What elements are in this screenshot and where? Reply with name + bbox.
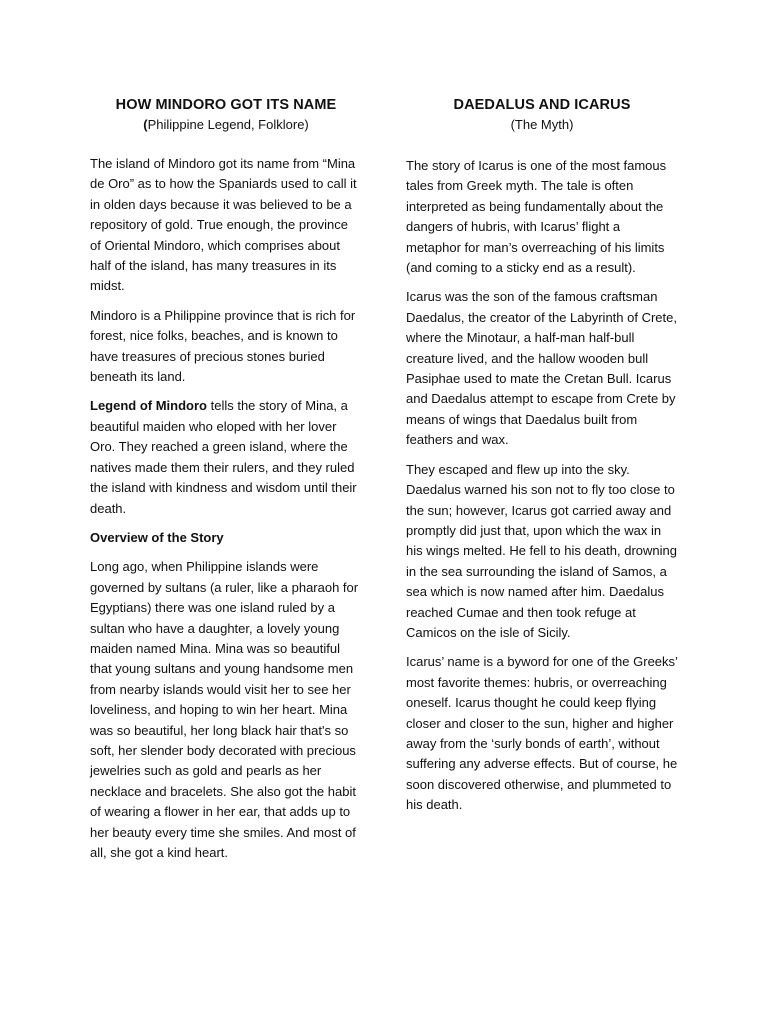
left-paragraph-3-text: tells the story of Mina, a beautiful maiden who eloped with her lover Oro. They reached a green island, where the natives made them their rulers, and they ruled the island with kindness and wisdom until their death. — [90, 398, 357, 516]
right-paragraph-4: Icarus’ name is a byword for one of the Greeks’ most favorite themes: hubris, or overreaching oneself. Icarus thought he could keep flying closer and closer to the sun, higher and higher away from the ‘surly bonds of earth’, without suffering any adverse effects. But of course, he soon discovered otherwise, and plummeted to his death. — [406, 654, 678, 813]
left-paragraph-4: Long ago, when Philippine islands were governed by sultans (a ruler, like a pharaoh for Egyptians) there was one island ruled by a sultan who have a daughter, a lovely young maiden named Mina. Mina was so beautiful that young sultans and young handsome men from nearby islands would visit her to see her loveliness, and hoping to win her heart. Mina was so beautiful, her long black hair that's so soft, her slender body decorated with precious jewelries such as gold and pearls as her necklace and bracelets. She also got the habit of wearing a flower in her ear, that adds up to her beauty every time she smiles. And most of all, she got a kind heart. — [90, 559, 359, 860]
left-subtitle-open-paren: ( — [143, 117, 148, 132]
legend-of-mindoro-lead: Legend of Mindoro — [90, 398, 207, 414]
right-paragraph-3: They escaped and flew up into the sky. Daedalus warned his son not to fly too close to the sun; however, Icarus got carried away and promptly did just that, upon which the wax in his wings melted. He fell to his death, drowning in the sea surrounding the island of Samos, a sea which is now named after him. Daedalus reached Cumae and then took refuge at Camicos on the isle of Sicily. — [406, 461, 677, 640]
right-column-icarus — [406, 96, 678, 816]
left-paragraph-2: Mindoro is a Philippine province that is rich for forest, nice folks, beaches, and is known to have treasures of precious stones buried beneath its land. — [90, 307, 356, 385]
left-paragraph-1: The island of Mindoro got its name from “Mina de Oro” as to how the Spaniards used to call it in olden days because it was believed to be a repository of gold. True enough, the province of Oriental Mindoro, which comprises about half of the island, has many treasures in its midst. — [90, 156, 357, 294]
left-subtitle-text: Philippine Legend, Folklore) — [147, 117, 309, 132]
right-title: DAEDALUS AND ICARUS — [453, 97, 631, 113]
right-subtitle: (The Myth) — [510, 117, 574, 132]
left-column-mindoro — [90, 96, 362, 863]
left-title: HOW MINDORO GOT ITS NAME — [115, 97, 337, 113]
left-subtitle — [90, 117, 362, 133]
overview-heading: Overview of the Story — [90, 529, 224, 545]
left-paragraph-3 — [90, 396, 362, 518]
right-paragraph-2: Icarus was the son of the famous craftsman Daedalus, the creator of the Labyrinth of Crete, where the Minotaur, a half-man half-bull creature lived, and the hallow wooden bull Pasiphae used to mate the Cretan Bull. Icarus and Daedalus attempt to escape from Crete by means of wings that Daedalus built from feathers and wax. — [406, 289, 677, 448]
right-paragraph-1: The story of Icarus is one of the most famous tales from Greek myth. The tale is often interpreted as being fundamentally about the dangers of hubris, with Icarus’ flight a metaphor for man’s overreaching of his limits (and coming to a sticky end as a result). — [406, 158, 667, 276]
